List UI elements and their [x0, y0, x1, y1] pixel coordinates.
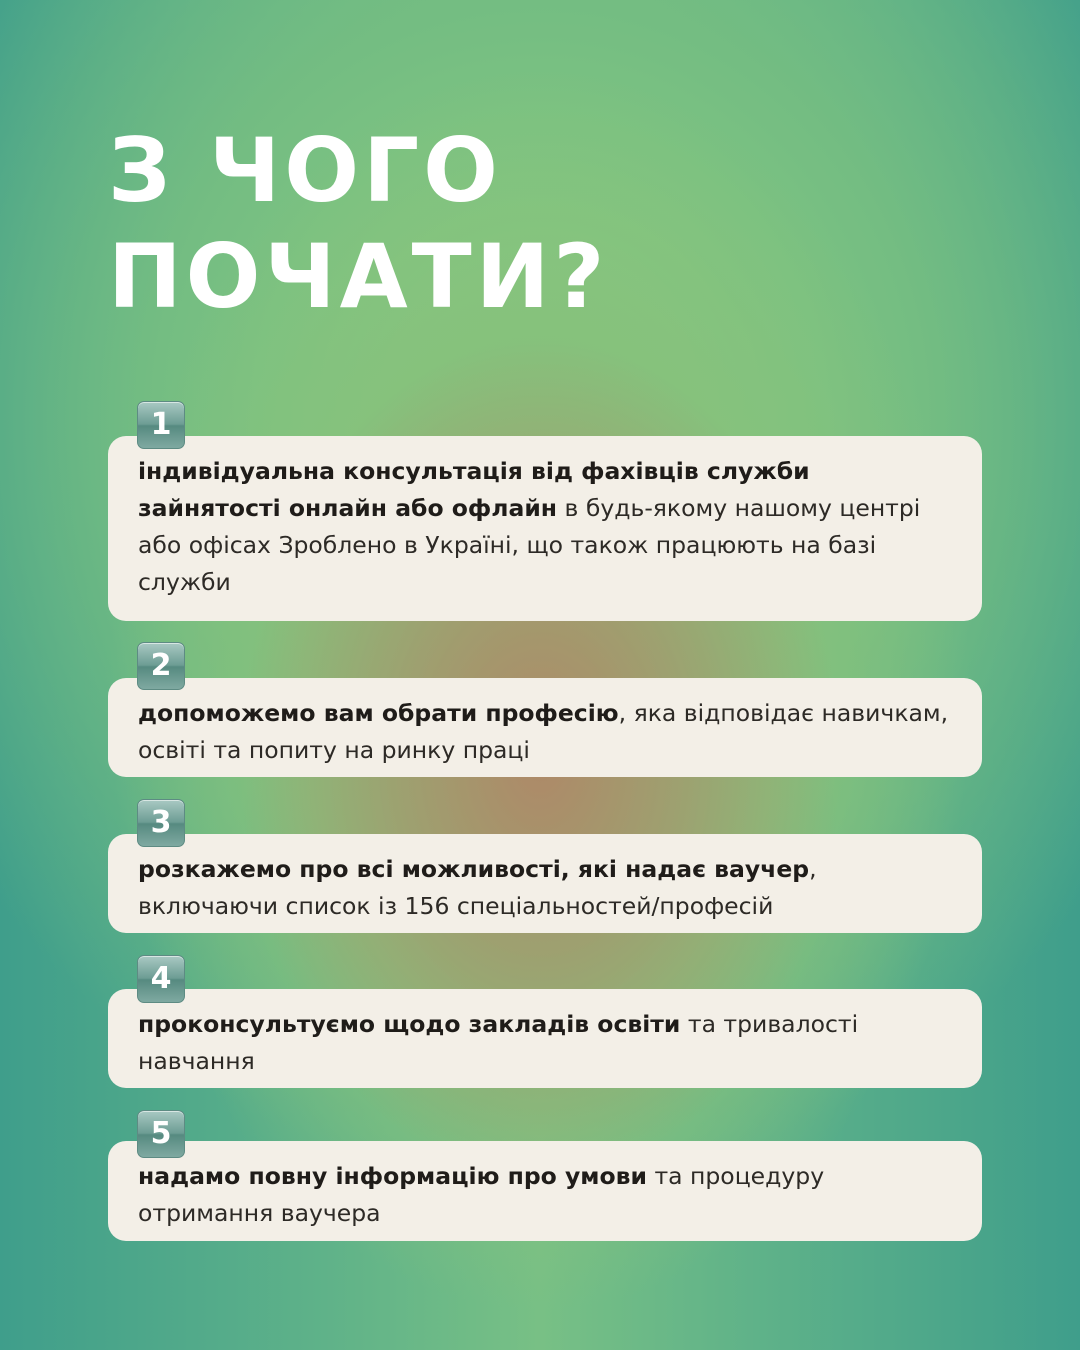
number-badge-1: 1	[137, 401, 185, 449]
page-title	[108, 118, 608, 330]
step-card-2	[108, 678, 982, 777]
title-line-2: ПОЧАТИ?	[108, 225, 609, 328]
step-card-4	[108, 989, 982, 1088]
step-5-bold-text: надамо повну інформацію про умови	[138, 1162, 647, 1190]
step-2-text: , яка відповідає навичкам, освіті та попиту на ринку праці	[138, 699, 949, 764]
number-badge-5: 5	[137, 1110, 185, 1158]
title-line-1: З ЧОГО	[108, 119, 502, 222]
step-card-1	[108, 436, 982, 621]
step-1-bold-text: індивідуальна консультація від фахівців служби зайнятості онлайн або офлайн	[138, 457, 810, 522]
step-4-text: та тривалості навчання	[138, 1010, 859, 1075]
number-badge-3: 3	[137, 799, 185, 847]
step-2-bold-text: допоможемо вам обрати професію	[138, 699, 619, 727]
number-badge-2: 2	[137, 642, 185, 690]
step-3-text: , включаючи список із 156 спеціальностей/професій	[138, 855, 817, 920]
number-badge-4: 4	[137, 955, 185, 1003]
step-card-3	[108, 834, 982, 933]
step-5-text: та процедуру отримання ваучера	[138, 1162, 825, 1227]
step-4-bold-text: проконсультуємо щодо закладів освіти	[138, 1010, 681, 1038]
step-1-text: в будь-якому нашому центрі або офісах Зроблено в Україні, що також працюють на базі служби	[138, 494, 921, 596]
step-3-bold-text: розкажемо про всі можливості, які надає ваучер	[138, 855, 810, 883]
step-card-5	[108, 1141, 982, 1241]
